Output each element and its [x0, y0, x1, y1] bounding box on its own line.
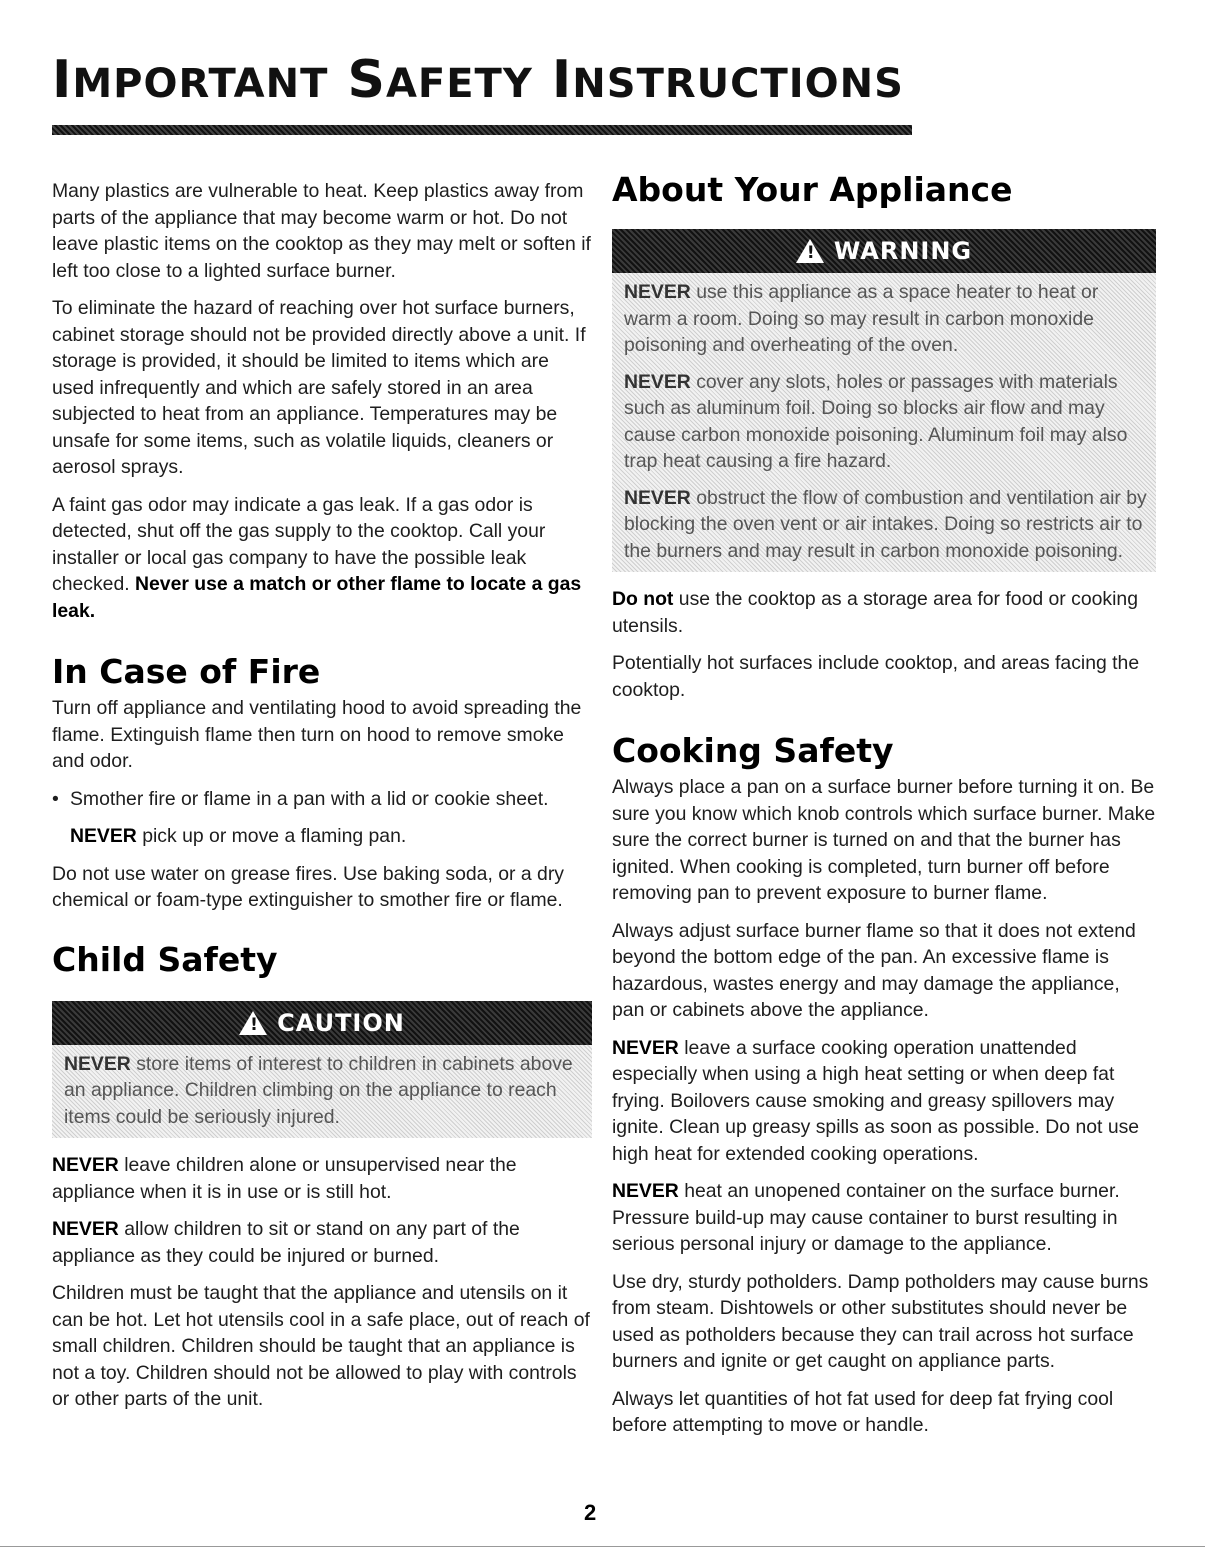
- paragraph-do-not-storage: Do not use the cooktop as a storage area for food or cooking utensils.: [612, 588, 1138, 637]
- paragraph-children-taught: Children must be taught that the appliance and utensils on it can be hot. Let hot utensils cool in a safe place, out of reach of small children. Children should be taught that an appliance is not a toy. Children should not be allowed to play with controls or other parts of the unit.: [52, 1282, 590, 1410]
- paragraph-hot-fat: Always let quantities of hot fat used for deep fat frying cool before attempting to move or handle.: [612, 1387, 1114, 1436]
- warning-triangle-icon: !: [796, 239, 824, 263]
- paragraph-never-flaming-pan: NEVER pick up or move a flaming pan.: [70, 825, 407, 847]
- paragraph-never-unattended: NEVER leave a surface cooking operation unattended especially when using a high heat setting or when deep fat frying. Boilovers cause smoking and greasy spillovers may ignite. Clean up greasy spills as soon as possible. Do not use high heat for extended cooking operations.: [612, 1036, 1140, 1165]
- paragraph-place-pan: Always place a pan on a surface burner before turning it on. Be sure you know which knob controls which surface burner. Make sure the correct burner is turned on and that the burner has ignited. When cooking is completed, turn burner off before removing pan to prevent exposure to burner flame.: [612, 776, 1156, 904]
- warning-body: NEVER use this appliance as a space heater to heat or warm a room. Doing so may result in carbon monoxide poisoning and overheating of the oven. NEVER cover any slots, holes or passages with materials such as aluminum foil. Doing so blocks air flow and may cause carbon monoxide poisoning. Aluminum foil may also trap heat causing a fire hazard. NEVER obstruct the flow of combustion and ventilation air by blocking the oven vent or air intakes. Doing so restricts air to the burners and may result in carbon monoxide poisoning.: [612, 273, 1156, 572]
- paragraph-child-unsupervised: NEVER leave children alone or unsupervised near the appliance when it is in use or is still hot.: [52, 1154, 517, 1203]
- paragraph-child-sit-stand: NEVER allow children to sit or stand on any part of the appliance as they could be injured or burned.: [52, 1218, 520, 1267]
- paragraph-plastics: Many plastics are vulnerable to heat. Keep plastics away from parts of the appliance that may become warm or hot. Do not leave plastic items on the cooktop as they may melt or soften if left too close to a lighted surface burner.: [52, 180, 591, 282]
- paragraph-fire-intro: Turn off appliance and ventilating hood to avoid spreading the flame. Extinguish flame then turn on hood to remove smoke and odor.: [52, 697, 582, 772]
- paragraph-grease-fires: Do not use water on grease fires. Use baking soda, or a dry chemical or foam-type extinguisher to smother fire or flame.: [52, 862, 564, 911]
- heading-cooking-safety: Cooking Safety: [612, 731, 894, 770]
- paragraph-never-unopened-container: NEVER heat an unopened container on the surface burner. Pressure build-up may cause container to burst resulting in serious personal injury or damage to the appliance.: [612, 1180, 1120, 1255]
- caution-header: ! CAUTION: [52, 1001, 592, 1045]
- warning-header: ! WARNING: [612, 229, 1156, 273]
- page-number: 2: [584, 1500, 597, 1525]
- bottom-divider: [0, 1546, 1205, 1547]
- page-title: IMPORTANT SAFETY INSTRUCTIONS: [52, 50, 904, 110]
- paragraph-storage: To eliminate the hazard of reaching over hot surface burners, cabinet storage should not be provided directly above a unit. If storage is provided, it should be limited to items which are used infrequently and which are safely stored in an area subjected to heat from an appliance. Temperatures may be unsafe for some items, such as volatile liquids, cleaners or aerosol sprays.: [52, 297, 586, 478]
- heading-child-safety: Child Safety: [52, 939, 278, 979]
- right-column: [612, 170, 1156, 1450]
- caution-body: NEVER store items of interest to children in cabinets above an appliance. Children climbing on the appliance to reach items could be seriously injured.: [52, 1045, 592, 1139]
- paragraph-potholders: Use dry, sturdy potholders. Damp potholders may cause burns from steam. Dishtowels or other substitutes should never be used as potholders because they can trail across hot surface burners and ignite or get caught on appliance parts.: [612, 1270, 1149, 1372]
- left-column: [52, 178, 592, 1424]
- caution-triangle-icon: !: [239, 1011, 267, 1035]
- paragraph-adjust-flame: Always adjust surface burner flame so that it does not extend beyond the bottom edge of the pan. An excessive flame is hazardous, wastes energy and may damage the appliance, pan or cabinets above the appliance.: [612, 919, 1136, 1021]
- caution-box: [52, 1001, 592, 1139]
- warning-box: [612, 229, 1156, 572]
- heading-about-your-appliance: About Your Appliance: [612, 170, 1013, 209]
- bullet-smother-fire: • Smother fire or flame in a pan with a lid or cookie sheet.: [52, 786, 592, 813]
- heading-in-case-of-fire: In Case of Fire: [52, 652, 321, 691]
- title-underline: [52, 125, 912, 135]
- paragraph-hot-surfaces: Potentially hot surfaces include cooktop, and areas facing the cooktop.: [612, 652, 1140, 701]
- paragraph-gas-odor: A faint gas odor may indicate a gas leak. If a gas odor is detected, shut off the gas supply to the cooktop. Call your installer or local gas company to have the possible leak checked. Never use a match or other flame to locate a gas leak.: [52, 493, 582, 622]
